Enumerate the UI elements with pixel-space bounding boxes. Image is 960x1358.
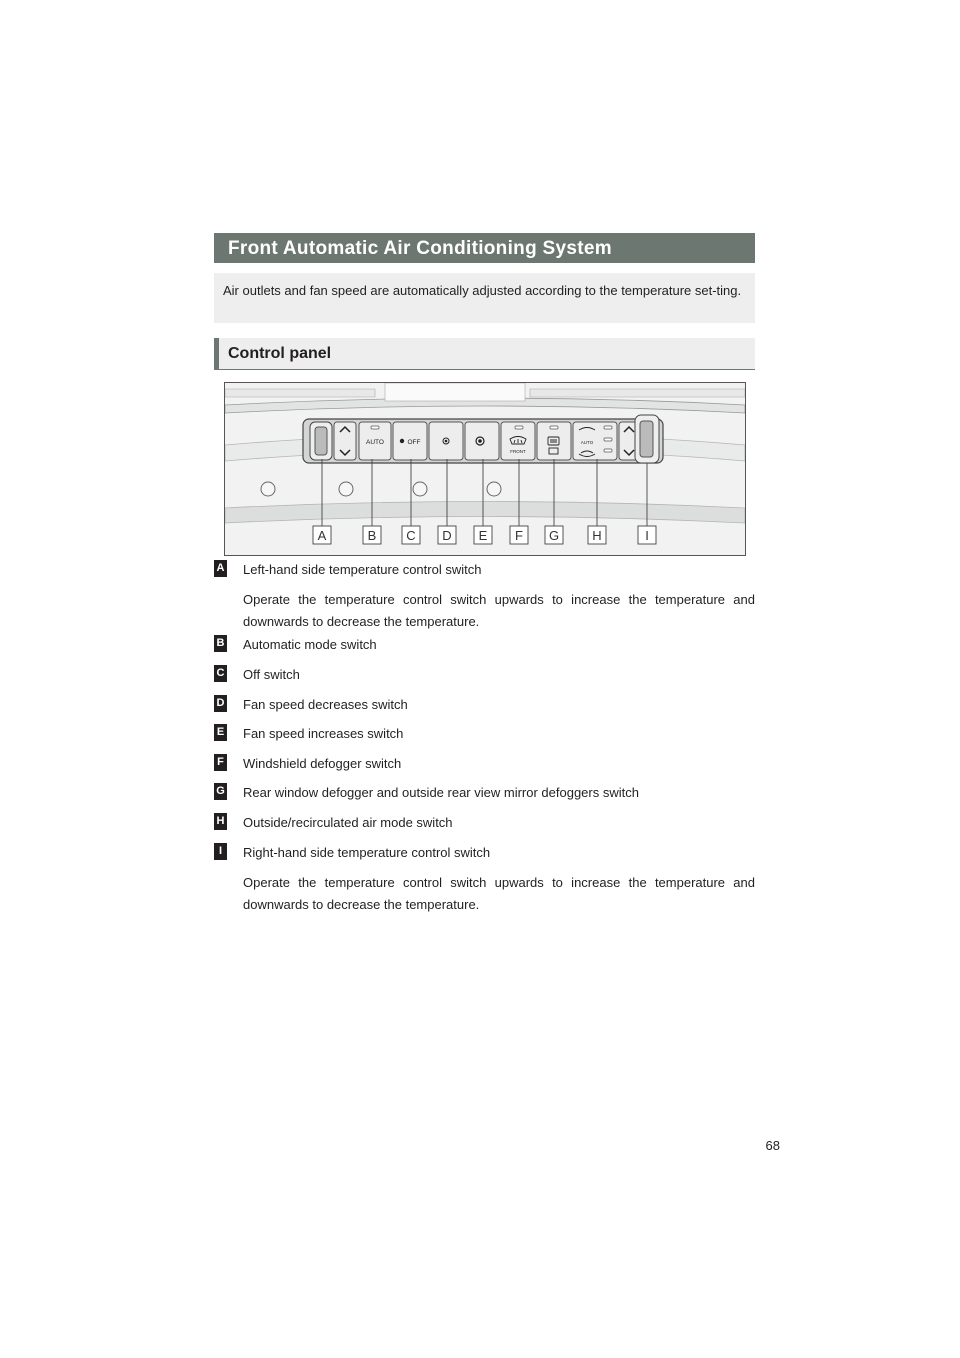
callout-f: F (515, 528, 523, 543)
fan-icon (400, 439, 404, 443)
callout-e: E (478, 528, 488, 543)
small-auto-text: AUTO (580, 440, 594, 445)
callout-h: H (592, 528, 602, 543)
letter-badge: H (214, 813, 227, 830)
item-label: Windshield defogger switch (243, 756, 402, 771)
letter-badge: B (214, 635, 227, 652)
front-text: FRONT (510, 449, 526, 454)
letter-badge: G (214, 783, 227, 800)
intro-text: Air outlets and fan speed are automatically adjusted according to the temperature set-ting. (214, 273, 755, 323)
item-description: Operate the temperature control switch upwards to increase the temperature and downwards to decrease the temperature. (243, 875, 755, 912)
item-label: Rear window defogger and outside rear view mirror defoggers switch (243, 785, 639, 800)
letter-badge: E (214, 724, 227, 741)
callout-i: I (645, 528, 649, 543)
letter-badge: A (214, 560, 227, 577)
auto-text: AUTO (366, 439, 384, 446)
callout-a: A (317, 528, 327, 543)
item-description: Operate the temperature control switch upwards to increase the temperature and downwards to decrease the temperature. (243, 592, 755, 629)
control-panel-figure (224, 382, 746, 556)
letter-badge: C (214, 665, 227, 682)
item-label: Right-hand side temperature control switch (243, 845, 491, 860)
page-number: 68 (765, 1138, 780, 1153)
item-label: Fan speed decreases switch (243, 697, 408, 712)
item-label: Off switch (243, 667, 300, 682)
letter-badge: F (214, 754, 227, 771)
item-label: Outside/recirculated air mode switch (243, 815, 453, 830)
item-label: Automatic mode switch (243, 637, 377, 652)
off-text: OFF (407, 439, 421, 446)
item-label: Left-hand side temperature control switch (243, 562, 482, 577)
control-panel-illustration (225, 383, 745, 555)
item-label: Fan speed increases switch (243, 726, 404, 741)
letter-badge: D (214, 695, 227, 712)
callout-b: B (367, 528, 377, 543)
section-title: Front Automatic Air Conditioning System (214, 233, 755, 263)
callout-g: G (548, 528, 560, 543)
letter-badge: I (214, 843, 227, 860)
callout-d: D (442, 528, 452, 543)
subsection-title: Control panel (214, 338, 755, 370)
callout-c: C (406, 528, 416, 543)
